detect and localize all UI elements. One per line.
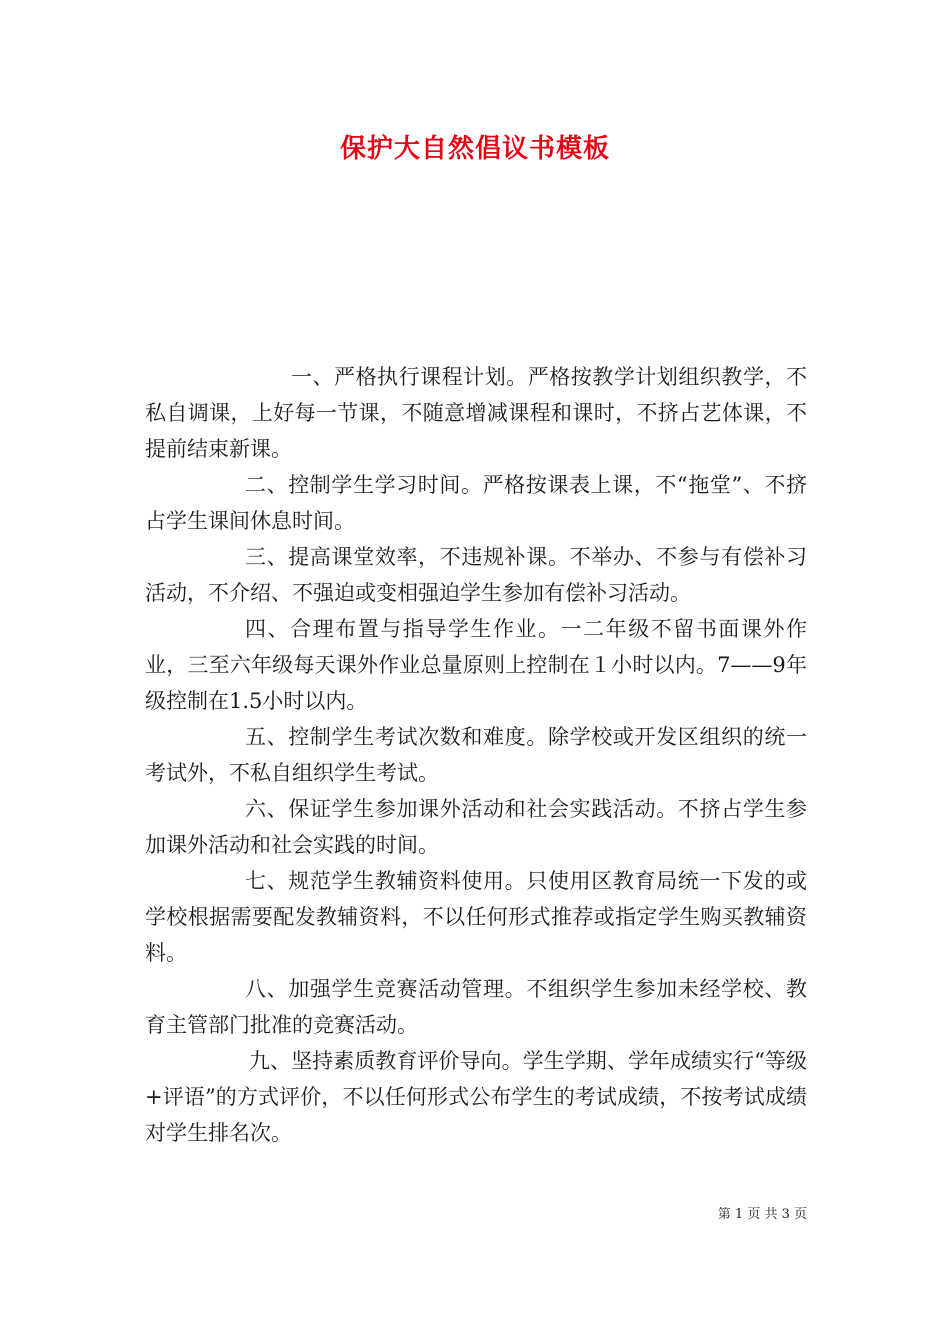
page-number-footer: 第 1 页 共 3 页 [717,1207,807,1222]
paragraph-6: 六、保证学生参加课外活动和社会实践活动。不挤占学生参加课外活动和社会实践的时间。 [145,797,807,857]
paragraph-3: 三、提高课堂效率，不违规补课。不举办、不参与有偿补习活动，不介绍、不强迫或变相强迫学生参加有偿补习活动。 [145,545,807,605]
document-title: 保护大自然倡议书模板 [339,134,610,164]
paragraph-4: 四、合理布置与指导学生作业。一二年级不留书面课外作业，三至六年级每天课外作业总量原则上控制在１小时以内。7——9年级控制在1.5小时以内。 [145,617,807,713]
paragraph-9: 九、坚持素质教育评价导向。学生学期、学年成绩实行“等级+评语”的方式评价，不以任何形式公布学生的考试成绩，不按考试成绩对学生排名次。 [145,1049,807,1145]
paragraph-8: 八、加强学生竞赛活动管理。不组织学生参加未经学校、教育主管部门批准的竞赛活动。 [145,977,807,1037]
paragraph-1: 一、严格执行课程计划。严格按教学计划组织教学，不私自调课，上好每一节课，不随意增减课程和课时，不挤占艺体课，不提前结束新课。 [145,365,807,461]
document-body [145,359,807,1151]
paragraph-2: 二、控制学生学习时间。严格按课表上课，不“拖堂”、不挤占学生课间休息时间。 [145,473,807,533]
paragraph-5: 五、控制学生考试次数和难度。除学校或开发区组织的统一考试外，不私自组织学生考试。 [145,725,807,785]
paragraph-7: 七、规范学生教辅资料使用。只使用区教育局统一下发的或学校根据需要配发教辅资料，不以任何形式推荐或指定学生购买教辅资料。 [145,869,807,965]
